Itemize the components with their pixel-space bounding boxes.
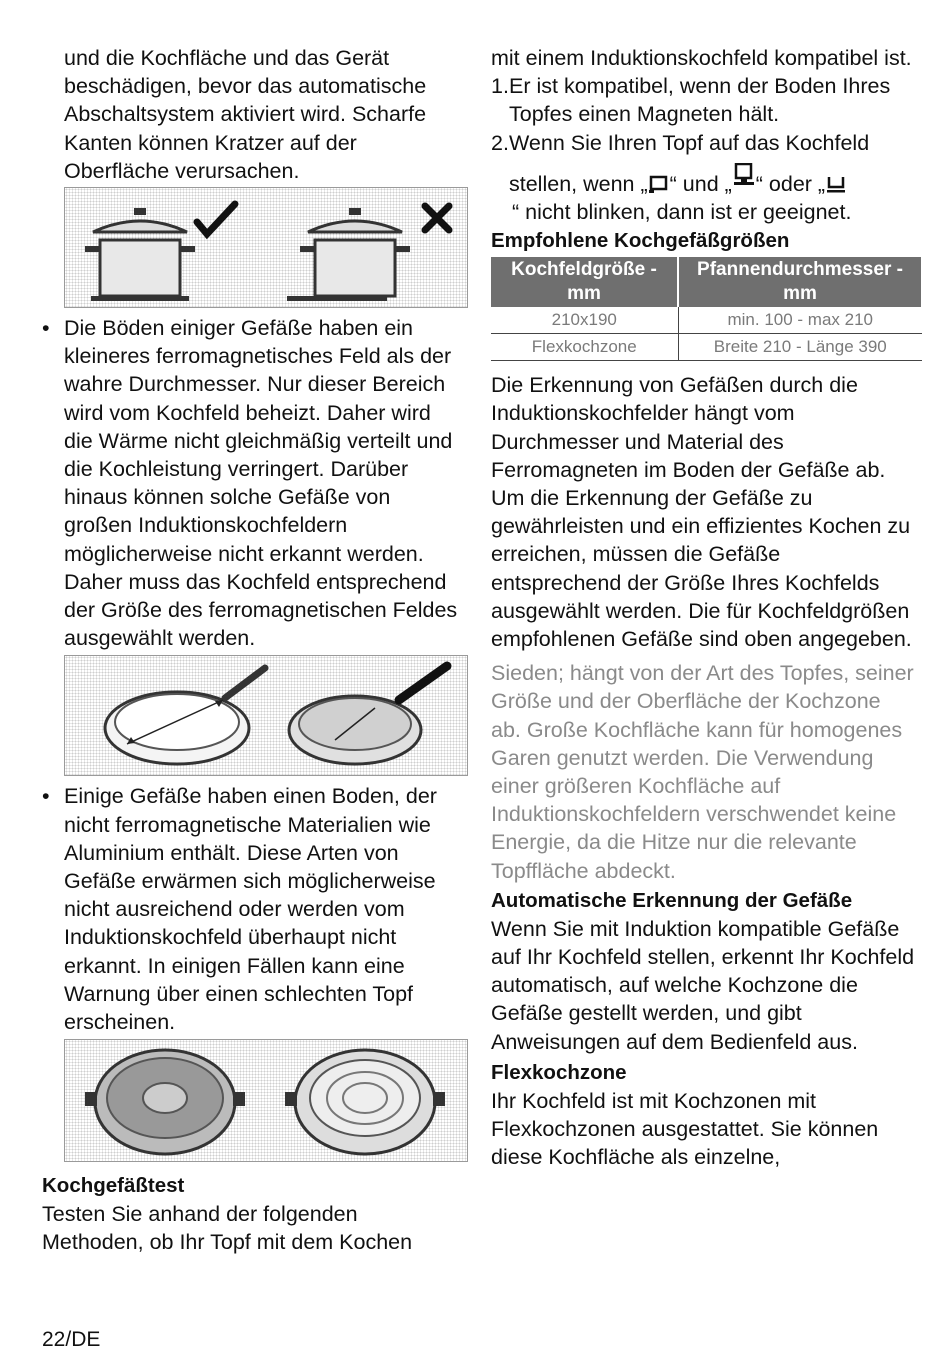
pot-bottom-perforated-icon xyxy=(85,1050,245,1154)
table-header-hob-size: Kochfeldgröße - mm xyxy=(491,257,678,307)
cross-icon xyxy=(425,206,449,230)
bullet-aluminium xyxy=(42,782,462,1036)
heading-recommended-sizes: Empfohlene Kochgefäßgrößen xyxy=(491,229,790,253)
item-text: Er ist kompatibel, wenn der Boden Ihres Topfes einen Magneten hält. xyxy=(509,74,891,127)
pot-centered-vs-offset-illustration xyxy=(65,188,467,307)
table-cell: 210x190 xyxy=(491,307,678,334)
boiling-paragraph: Sieden; hängt von der Art des Topfes, seiner Größe und der Oberfläche der Kochzone ab. Große Kochfläche kann für homogenes Garen genutzt werden. Die Verwendung einer größeren Kochfläche auf Induktionskochfeldern verschwendet keine Energie, da die Hitze nur die relevante Topffläche abdeckt. xyxy=(491,661,914,883)
cookware-size-table xyxy=(491,257,923,361)
heading-automatic-detection: Automatische Erkennung der Gefäße xyxy=(491,888,853,912)
grey-text-block xyxy=(491,659,916,885)
pot-bottom-coil-icon xyxy=(285,1050,445,1154)
item-text: “ nicht blinken, dann ist er geeignet. xyxy=(512,200,852,225)
pot-correct-icon xyxy=(85,208,195,301)
item-number: 2. xyxy=(491,130,509,155)
bullet-text: Die Böden einiger Gefäße haben ein kleineres ferromagnetisches Feld als der wahre Durchmesser. Nur dieser Bereich wird vom Kochfeld beheizt. Daher wird die Wärme nicht gleichmäßig verteilt und die Kochleistung verringert. Darüber hinaus können solche Gefäße von großen Induktionskochfeldern möglicherweise nicht erkannt werden. Daher muss das Kochfeld entsprechend der Größe des ferromagnetischen Feldes ausgewählt werden. xyxy=(64,316,458,651)
pot-position-figure xyxy=(64,187,468,308)
test-item-2 xyxy=(491,129,916,157)
table-cell: min. 100 - max 210 xyxy=(678,307,922,334)
table-cell: Flexkochzone xyxy=(491,334,678,361)
right-column xyxy=(491,44,916,1172)
test-item-1 xyxy=(491,72,916,128)
item-text: Wenn Sie Ihren Topf auf das Kochfeld xyxy=(509,130,870,155)
bullet-ferromagnetic-field xyxy=(42,314,462,652)
heading-flex-zone: Flexkochzone xyxy=(491,1060,627,1084)
intro-paragraph: und die Kochfläche und das Gerät beschädigen, bevor das automatische Abschaltsystem aktiviert wird. Scharfe Kanten können Kratzer auf der Oberfläche verursachen. xyxy=(64,46,427,183)
item-text: “ oder „ xyxy=(755,171,826,196)
bullet-icon: • xyxy=(42,784,50,809)
table-header-row xyxy=(491,257,922,307)
compatibility-paragraph: mit einem Induktionskochfeld kompatibel ist. xyxy=(491,46,912,70)
table-header-pan-diameter: Pfannendurchmesser - mm xyxy=(678,257,922,307)
pot-wrong-icon xyxy=(287,208,410,301)
check-icon xyxy=(197,204,235,234)
heading-cookware-test: Kochgefäßtest xyxy=(42,1174,185,1198)
pan-dark-icon xyxy=(289,666,447,764)
item-text: “ und „ xyxy=(669,171,732,196)
pan-light-icon xyxy=(105,668,265,764)
page-number: 22/DE xyxy=(42,1328,101,1351)
bullet-text: Einige Gefäße haben einen Boden, der nicht ferromagnetische Materialien wie Aluminium enthält. Diese Arten von Gefäße erwärmen sich möglicherweise nicht ausreichend oder werden vom Induktionskochfeld überhaupt nicht erkannt. In einigen Fällen kann eine Warnung über einen schlechten Topf erscheinen. xyxy=(64,784,437,1035)
item-number: 1. xyxy=(491,74,509,99)
no-pot-symbol-icon xyxy=(825,175,847,195)
pan-diameter-figure xyxy=(64,655,468,776)
automatic-detection-paragraph: Wenn Sie mit Induktion kompatible Gefäße auf Ihr Kochfeld stellen, erkennt Ihr Kochfeld automatisch, auf welche Kochzone die Gefäße gestellt werden, und gibt Anweisungen auf dem Bedienfeld aus. xyxy=(491,916,915,1054)
test-item-2-symbols xyxy=(491,163,916,198)
bullet-icon: • xyxy=(42,316,50,341)
pot-bottom-illustration xyxy=(65,1040,467,1161)
left-column xyxy=(42,44,462,1257)
pot-bottom-figure xyxy=(64,1039,468,1162)
cookware-test-paragraph: Testen Sie anhand der folgenden Methoden, ob Ihr Topf mit dem Kochen xyxy=(42,1202,413,1255)
test-item-2-end xyxy=(491,198,916,226)
pan-diameter-illustration xyxy=(65,656,467,775)
table-row xyxy=(491,334,922,361)
pot-on-zone-icon xyxy=(732,163,756,193)
flex-zone-paragraph: Ihr Kochfeld ist mit Kochzonen mit Flexkochzonen ausgestattet. Sie können diese Kochfläche als einzelne, xyxy=(491,1088,879,1170)
table-row xyxy=(491,307,922,334)
detection-paragraph: Die Erkennung von Gefäßen durch die Induktionskochfelder hängt vom Durchmesser und Material des Ferromagneten im Boden der Gefäße ab. Um die Erkennung der Gefäße zu gewährleisten und ein effizientes Kochen zu erreichen, müssen die Gefäße entsprechend der Größe Ihres Kochfelds ausgewählt werden. Die für Kochfeldgrößen empfohlenen Gefäße sind oben angegeben. xyxy=(491,373,912,652)
table-cell: Breite 210 - Länge 390 xyxy=(678,334,922,361)
pot-symbol-icon xyxy=(648,173,670,195)
item-text: stellen, wenn „ xyxy=(509,171,648,196)
